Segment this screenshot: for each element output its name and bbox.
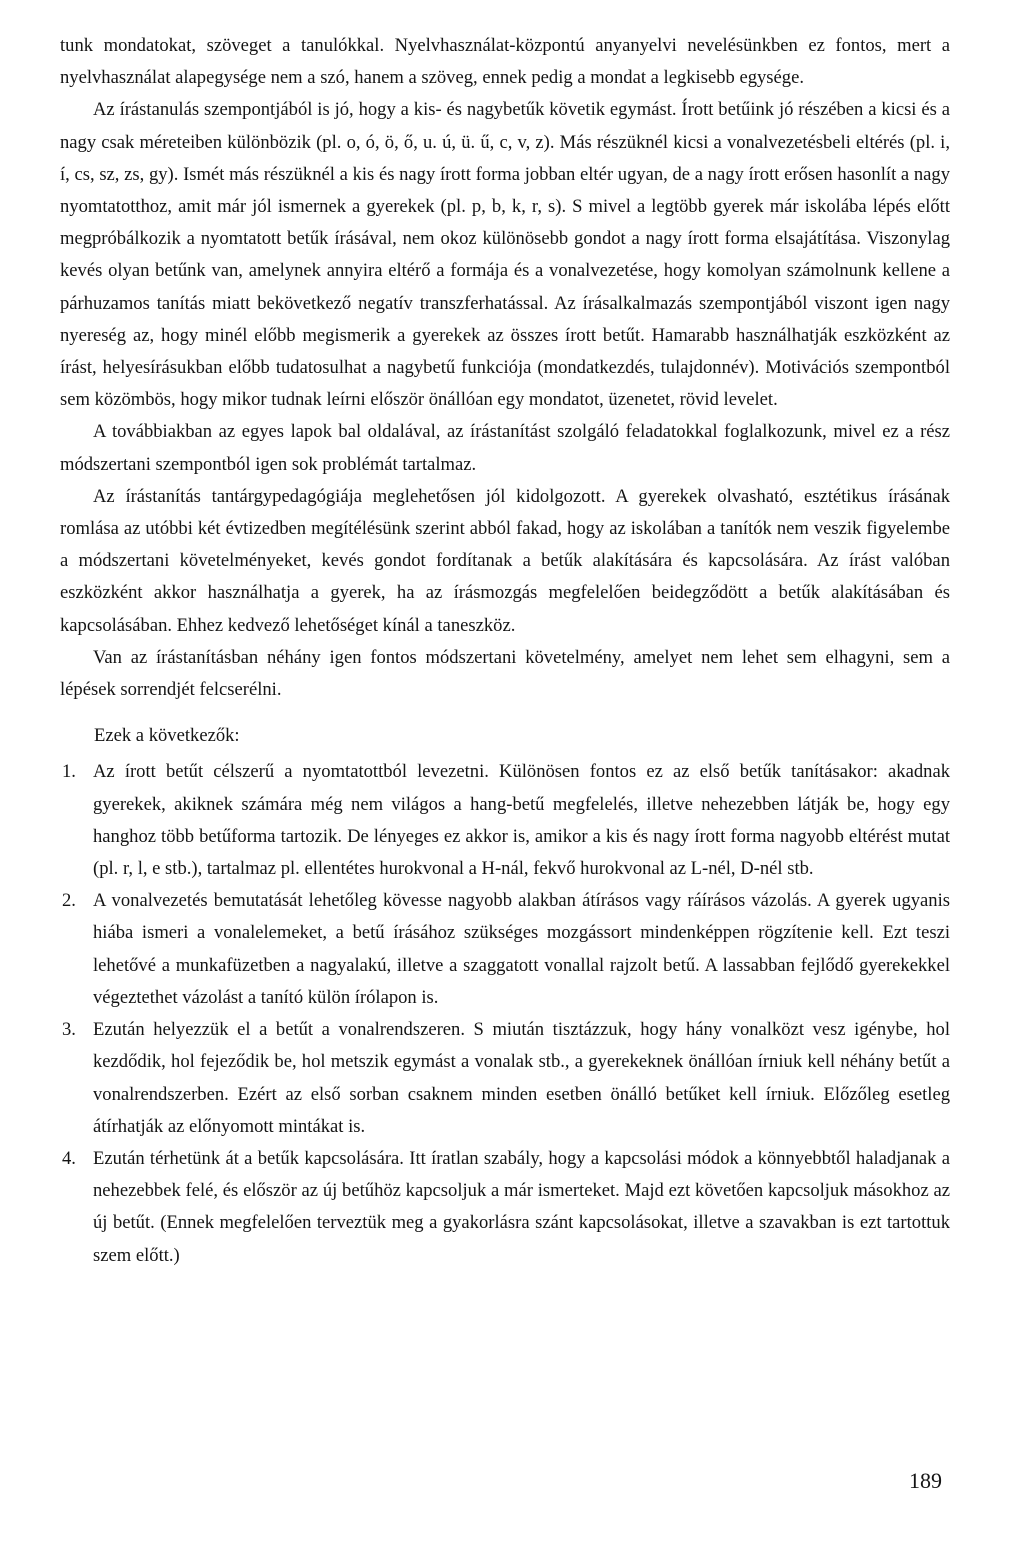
list-item-number: 1. xyxy=(62,761,76,783)
list-item-number: 4. xyxy=(62,1147,76,1169)
paragraph-letter-pairs: Az írástanulás szempontjából is jó, hogy a kis- és nagybetűk követik egymást. Írott betűink jó részében a kicsi és a nagy csak méreteiben különbözik (pl. o, ó, ö, ő, u. ú, ü. ű, c, v, z). Más részüknél kicsi a vonalvezetésbeli eltérés (pl. i, í, cs, sz, zs, gy). Ismét más részüknél a kis és nagy írott forma jobban eltér ugyan, de a nagy írott erősen hasonlít a nagy nyomtatotthoz, amit már jól ismernek a gyerekek (pl. p, b, k, r, s). S mivel a legtöbb gyerek már iskolába lépés előtt megpróbálkozik a nyomtatott betűk írásával, nem okoz különösebb gondot a nagy írott forma elsajátítása. Viszonylag kevés olyan betűnk van, amelynek annyira eltérő a formája és a vonalvezetése, hogy komolyan számolnunk kellene a párhuzamos tanítás miatt bekövetkező negatív transzferhatással. Az írásalkalmazás szempontjából viszont igen nagy nyereség az, hogy minél előbb megismerik a gyerekek az összes írott betűt. Hamarabb használhatják eszközként az írást, helyesírásukban előbb tudatosulhat a nagybetű funkciója (mondatkezdés, tulajdonnév). Motivációs szempontból sem közömbös, hogy mikor tudnak leírni először önállóan egy mondatot, üzenetet, rövid levelet. xyxy=(60,99,950,411)
paragraph-requirements: Van az írástanításban néhány igen fontos módszertani követelmény, amelyet nem lehet sem elhagyni, sem a lépések sorrendjét felcserélni. xyxy=(60,646,950,701)
list-item-text: A vonalvezetés bemutatását lehetőleg kövesse nagyobb alakban átírásos vagy ráírásos vázolás. A gyerek ugyanis hiába ismeri a vonalelemeket, a betű írásához szükséges mozgássort mindenképpen rögzítenie kell. Ezt teszi lehetővé a munkafüzetben a nagyalakú, illetve a szaggatott vonallal rajzolt betű. A lassabban fejlődő gyerekekkel végeztethet vázolást a tanító külön írólapon is. xyxy=(93,890,950,1008)
list-item xyxy=(60,1014,950,1143)
list-item-text: Ezután térhetünk át a betűk kapcsolására. Itt íratlan szabály, hogy a kapcsolási módok a könnyebbtől haladjanak a nehezebbek felé, és először az új betűhöz kapcsoljuk a már ismerteket. Majd ezt követően kapcsoljuk másokhoz az új betűt. (Ennek megfelelően terveztük meg a gyakorlásra szánt kapcsolásokat, illetve a szavakban is ezt tartottuk szem előtt.) xyxy=(93,1147,950,1266)
page-number: 189 xyxy=(909,1468,942,1493)
page-body xyxy=(60,30,950,1272)
paragraph-pedagogy: Az írástanítás tantárgypedagógiája meglehetősen jól kidolgozott. A gyerekek olvasható, esztétikus írásának romlása az utóbbi két évtizedben megítélésünk szerint abból fakad, hogy az iskolában a tanítók nem veszik figyelembe a módszertani követelményeket, kevés gondot fordítanak a betűk alakítására és kapcsolására. Az írást valóban eszközként akkor használhatja a gyerek, ha az írásmozgás megfelelően beidegződött a betűk alakításában és kapcsolásában. Ehhez kedvező lehetőséget kínál a taneszköz. xyxy=(60,485,950,636)
list-item-text: Ezután helyezzük el a betűt a vonalrendszeren. S miután tisztázzuk, hogy hány vonalközt vesz igénybe, hol kezdődik, hol fejeződik be, hol metszik egymást a vonalak stb., a gyerekeknek önállóan írniuk kell néhány betűt a vonalrendszerben. Ezért az első sorban csaknem minden esetben önálló betűket kell írniuk. Előzőleg esetleg átírhatják az előnyomott mintákat is. xyxy=(93,1019,950,1137)
list-item xyxy=(60,885,950,1014)
list-item-number: 2. xyxy=(62,890,76,912)
paragraph-continuation: tunk mondatokat, szöveget a tanulókkal. Nyelvhasználat-központú anyanyelvi nevelésünkben ez fontos, mert a nyelvhasználat alapegysége nem a szó, hanem a szöveg, ennek pedig a mondat a legkisebb egysége. xyxy=(60,35,950,89)
list-intro: Ezek a következők: xyxy=(94,725,240,747)
list-item-text: Az írott betűt célszerű a nyomtatottból levezetni. Különösen fontos ez az első betűk tanításakor: akadnak gyerekek, akiknek számára még nem világos a hang-betű megfelelés, illetve nehezebben látják be, hogy egy hanghoz több betűforma tartozik. De lényeges ez akkor is, amikor a kis és nagy írott forma nagyobb eltérést mutat (pl. r, l, e stb.), tartalmaz pl. ellentétes hurokvonal a H-nál, fekvő hurokvonal az L-nél, D-nél stb. xyxy=(93,761,950,880)
list-item xyxy=(60,756,950,885)
paragraph-left-pages: A továbbiakban az egyes lapok bal oldalával, az írástanítást szolgáló feladatokkal foglalkozunk, mivel ez a rész módszertani szempontból igen sok problémát tartalmaz. xyxy=(60,421,950,475)
list-item-number: 3. xyxy=(62,1019,76,1041)
list-item xyxy=(60,1143,950,1272)
requirements-list xyxy=(60,756,950,1271)
